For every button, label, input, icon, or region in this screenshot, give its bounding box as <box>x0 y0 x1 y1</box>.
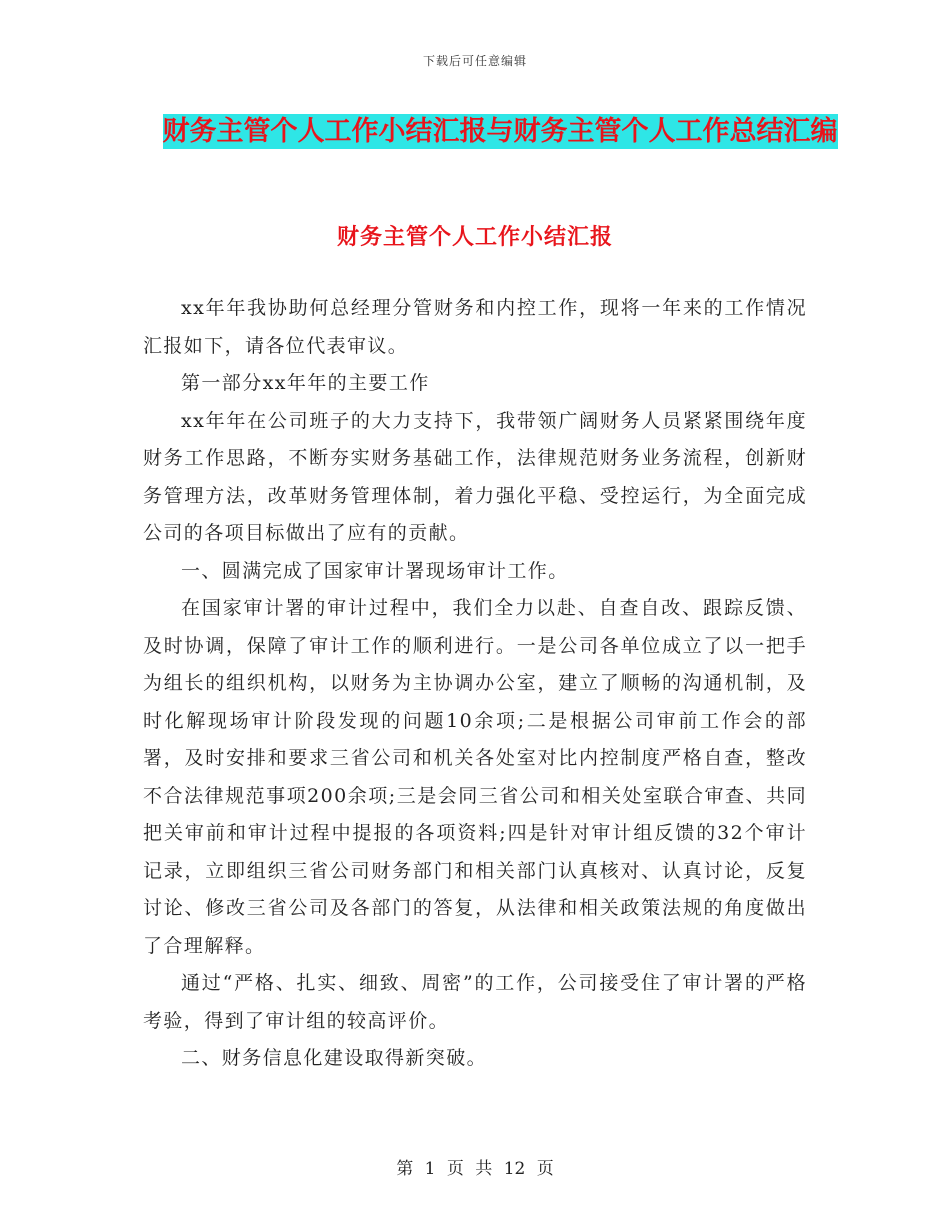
document-title <box>160 108 840 156</box>
page-footer: 第 1 页 共 12 页 <box>396 1159 554 1179</box>
paragraph: 二、财务信息化建设取得新突破。 <box>181 1047 488 1069</box>
header-note: 下载后可任意编辑 <box>422 54 527 68</box>
paragraph: 在国家审计署的审计过程中，我们全力以赴、自查自改、跟踪反馈、及时协调，保障了审计工作的顺利进行。一是公司各单位成立了以一把手为组长的组织机构，以财务为主协调办公室，建立了顺畅的沟通机制，及时化解现场审计阶段发现的问题10余项;二是根据公司审前工作会的部署，及时安排和要求三省公司和机关各处室对比内控制度严格自查，整改不合法律规范事项200余项;三是会同三省公司和相关处室联合审查、共同把关审前和审计过程中提报的各项资料;四是针对审计组反馈的32个审计记录，立即组织三省公司财务部门和相关部门认真核对、认真讨论，反复讨论、修改三省公司及各部门的答复，从法律和相关政策法规的角度做出了合理解释。 <box>143 597 807 957</box>
paragraph: 第一部分xx年年的主要工作 <box>181 372 430 394</box>
document-body <box>143 290 807 1078</box>
section-title: 财务主管个人工作小结汇报 <box>336 225 613 250</box>
paragraph: 一、圆满完成了国家审计署现场审计工作。 <box>181 559 569 582</box>
paragraph: 通过“严格、扎实、细致、周密”的工作，公司接受住了审计署的严格考验，得到了审计组的较高评价。 <box>143 972 807 1032</box>
document-title-text: 财务主管个人工作小结汇报与财务主管个人工作总结汇编 <box>162 116 838 147</box>
paragraph: xx年年在公司班子的大力支持下，我带领广阔财务人员紧紧围绕年度财务工作思路，不断夯实财务基础工作，法律规范财务业务流程，创新财务管理方法，改革财务管理体制，着力强化平稳、受控运行，为全面完成公司的各项目标做出了应有的贡献。 <box>143 409 807 544</box>
paragraph: xx年年我协助何总经理分管财务和内控工作，现将一年来的工作情况汇报如下，请各位代表审议。 <box>143 297 807 357</box>
